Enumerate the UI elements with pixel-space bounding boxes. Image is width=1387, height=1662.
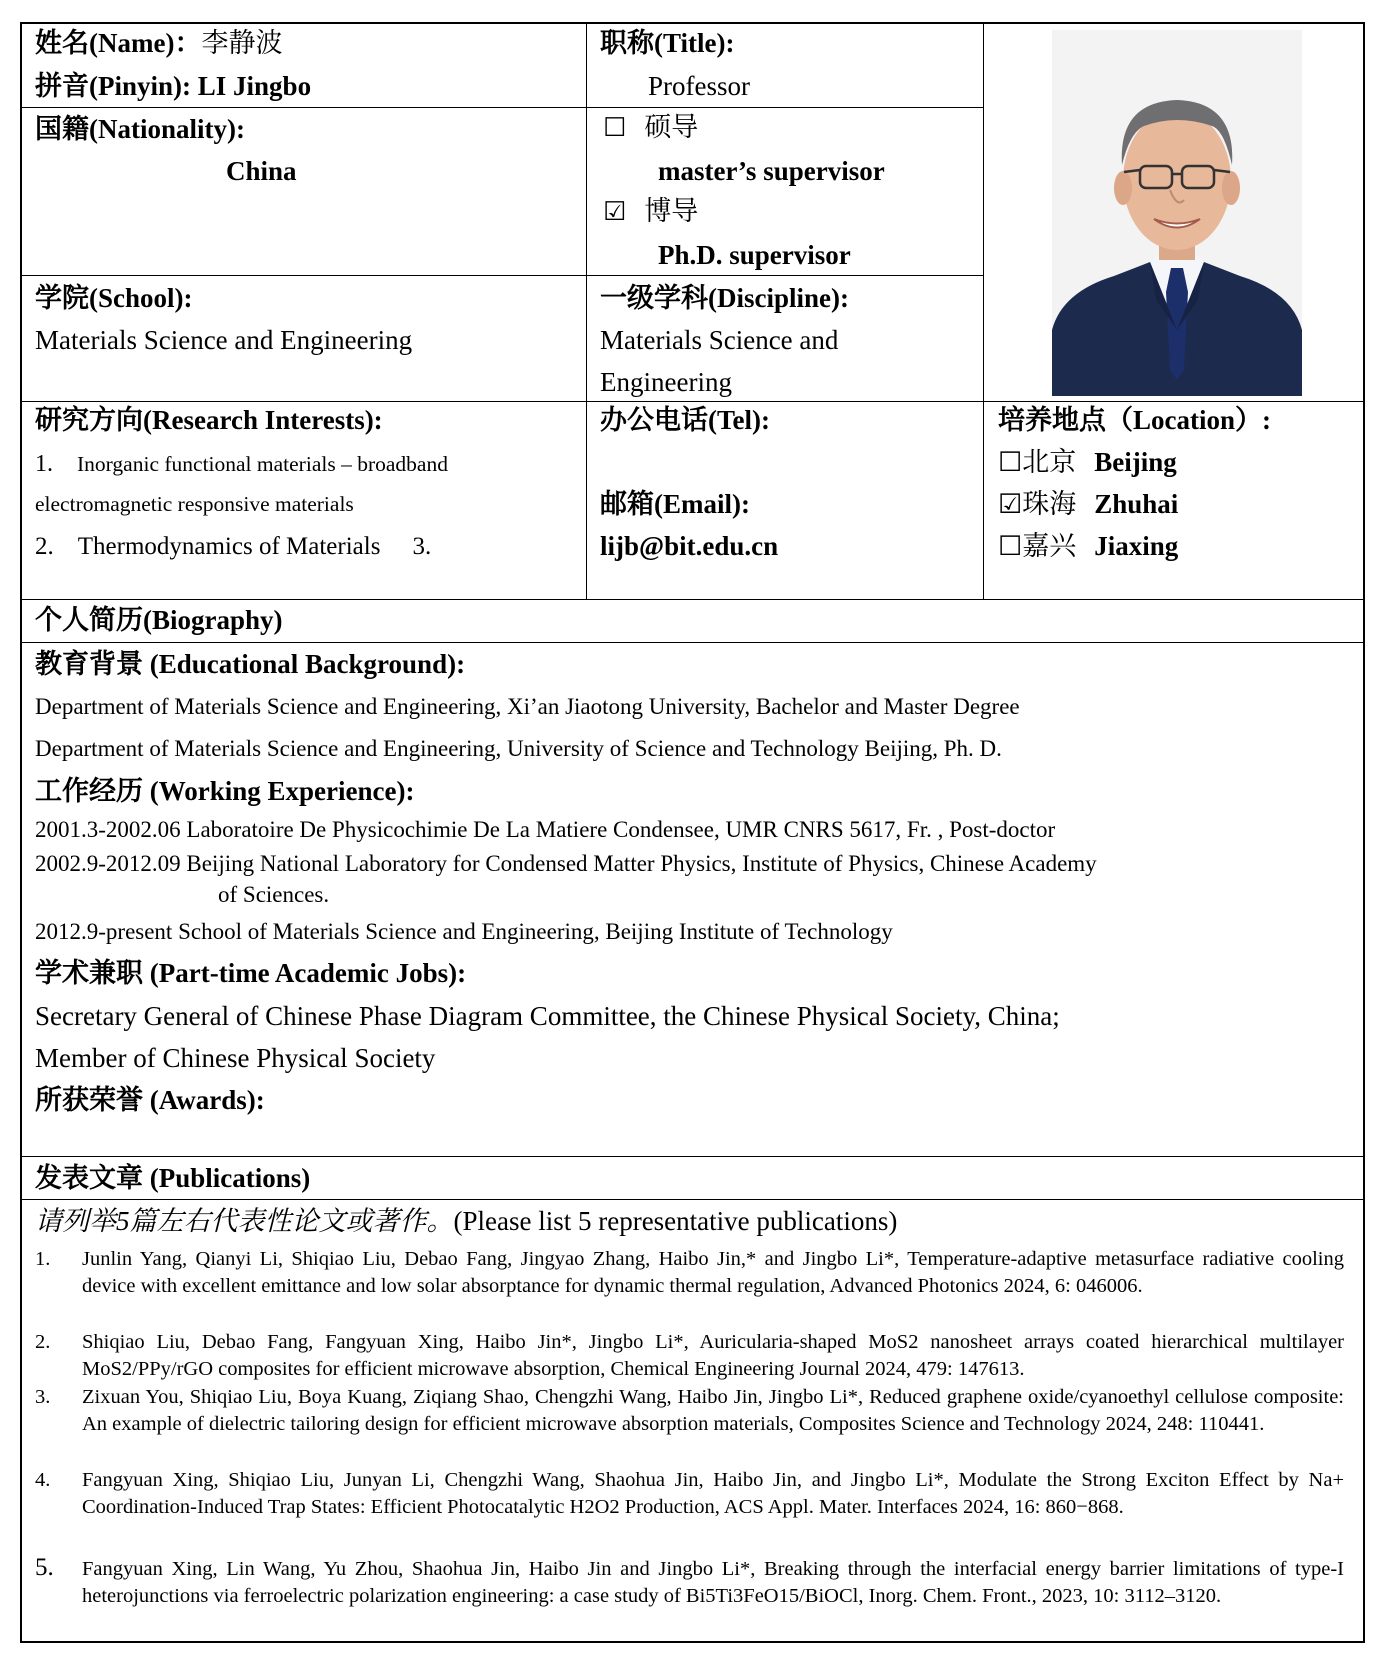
grid-line <box>983 22 984 600</box>
pub-num: 5. <box>35 1554 54 1581</box>
pub-num: 4. <box>35 1469 51 1491</box>
nationality-value: China <box>226 156 297 186</box>
pub-item-2: Shiqiao Liu, Debao Fang, Fangyuan Xing, Haibo Jin*, Jingbo Li*, Auricularia-shaped MoS2 nanosheet arrays coated hierarchical multilayer MoS2/PPy/rGO composites for efficient microwave absorption, Chemical Engineering Journal 2024, 479: 147613. <box>82 1331 1344 1380</box>
research-line3-tail: 3. <box>412 533 432 560</box>
research-label: 研究方向(Research Interests): <box>35 405 383 435</box>
grid-line <box>586 22 587 600</box>
nationality-label: 国籍(Nationality): <box>35 114 245 144</box>
beijing-cn: 北京 <box>1022 447 1077 477</box>
jiaxing-cn: 嘉兴 <box>1022 531 1077 561</box>
pub-item-5: Fangyuan Xing, Lin Wang, Yu Zhou, Shaohua Jin, Haibo Jin and Jingbo Li*, Breaking through the interfacial energy barrier limitations of type-I heterojunctions via ferroelectric polarization engineering: a case study of Bi5Ti3FeO15/BiOCl, Inorg. Chem. Front., 2023, 10: 3112–3120. <box>82 1558 1344 1607</box>
name-value: 李静波 <box>201 28 283 58</box>
grid-line <box>20 1199 1365 1200</box>
grid-line <box>20 1156 1365 1157</box>
name-label: 姓名(Name)： <box>35 28 202 58</box>
name-row <box>35 30 282 57</box>
grid-line <box>20 599 1365 600</box>
work-item-2-line1: 2002.9-2012.09 Beijing National Laboratory for Condensed Matter Physics, Institute of Physics, Chinese Academy <box>35 851 1097 876</box>
beijing-checkbox[interactable]: ☐ <box>998 447 1023 478</box>
parttime-label: 学术兼职 (Part-time Academic Jobs): <box>35 958 467 988</box>
grid-line <box>586 107 984 108</box>
jiaxing-checkbox[interactable]: ☐ <box>998 531 1023 562</box>
location-item-beijing[interactable] <box>998 449 1177 476</box>
work-item-2-line2: of Sciences. <box>218 882 330 907</box>
publications-header: 发表文章 (Publications) <box>35 1163 311 1193</box>
research-line3-text: Thermodynamics of Materials <box>77 533 381 560</box>
grid-line <box>20 107 587 108</box>
pub-num: 1. <box>35 1248 51 1270</box>
zhuhai-cn: 珠海 <box>1022 489 1077 519</box>
tel-label: 办公电话(Tel): <box>600 405 770 435</box>
pub-item-1: Junlin Yang, Qianyi Li, Shiqiao Liu, Debao Fang, Jingyao Zhang, Haibo Jin,* and Jingbo Li*, Temperature-adaptive metasurface radiative cooling device with excellent emittance and low solar absorptance for dynamic thermal regulation, Advanced Photonics 2024, 6: 046006. <box>82 1248 1344 1297</box>
biography-header: 个人简历(Biography) <box>35 605 283 635</box>
phd-en: Ph.D. supervisor <box>658 240 851 270</box>
discipline-value-line2: Engineering <box>600 367 732 397</box>
parttime-line-1: Secretary General of Chinese Phase Diagram Committee, the Chinese Physical Society, China; <box>35 1001 1060 1031</box>
school-value: Materials Science and Engineering <box>35 325 413 355</box>
location-item-jiaxing[interactable] <box>998 533 1178 560</box>
grid-line <box>20 642 1365 643</box>
pinyin-value: LI Jingbo <box>197 71 312 101</box>
research-line1-num: 1. <box>35 451 53 477</box>
instruction-en: (Please list 5 representative publications) <box>453 1206 898 1236</box>
phd-supervisor-option[interactable] <box>603 198 698 225</box>
education-item-2: Department of Materials Science and Engineering, University of Science and Technology Beijing, Ph. D. <box>35 736 1002 761</box>
pub-num: 2. <box>35 1331 51 1353</box>
research-line1-text: Inorganic functional materials – broadband <box>77 452 448 476</box>
email-label: 邮箱(Email): <box>600 489 750 519</box>
pub-num: 3. <box>35 1386 51 1408</box>
masters-checkbox[interactable]: ☐ <box>603 113 627 143</box>
grid-line <box>20 401 1365 402</box>
jiaxing-en: Jiaxing <box>1094 531 1179 561</box>
discipline-value-line1: Materials Science and <box>600 325 839 355</box>
research-line2: electromagnetic responsive materials <box>35 492 354 516</box>
location-label: 培养地点（Location）: <box>998 405 1271 435</box>
grid-line <box>20 275 984 276</box>
school-label: 学院(School): <box>35 283 193 313</box>
work-item-1: 2001.3-2002.06 Laboratoire De Physicochimie De La Matiere Condensee, UMR CNRS 5617, Fr. , Post-doctor <box>35 817 1056 842</box>
publications-instruction <box>35 1208 897 1235</box>
beijing-en: Beijing <box>1094 447 1177 477</box>
masters-supervisor-option[interactable] <box>603 114 698 141</box>
phd-checkbox[interactable]: ☑ <box>603 197 627 227</box>
research-line3-num: 2. <box>35 533 54 560</box>
work-label: 工作经历 (Working Experience): <box>35 776 415 806</box>
awards-label: 所获荣誉 (Awards): <box>35 1085 265 1115</box>
title-label: 职称(Title): <box>600 28 735 58</box>
masters-cn: 硕导 <box>644 112 699 142</box>
research-line1 <box>35 452 448 476</box>
parttime-line-2: Member of Chinese Physical Society <box>35 1043 436 1073</box>
masters-en: master’s supervisor <box>658 156 885 186</box>
discipline-label: 一级学科(Discipline): <box>600 283 849 313</box>
pub-item-4: Fangyuan Xing, Shiqiao Liu, Junyan Li, Chengzhi Wang, Shaohua Jin, Haibo Jin, and Jingbo Li*, Modulate the Strong Exciton Effect by Na+ Coordination-Induced Trap States: Efficient Photocatalytic H2O2 Production, ACS Appl. Mater. Interfaces 2024, 16: 860−868. <box>82 1469 1344 1518</box>
pinyin-row <box>35 73 311 100</box>
work-item-3: 2012.9-present School of Materials Science and Engineering, Beijing Institute of Technology <box>35 919 893 944</box>
instruction-cn: 请列举5篇左右代表性论文或著作。 <box>35 1206 454 1236</box>
pub-item-3: Zixuan You, Shiqiao Liu, Boya Kuang, Ziqiang Shao, Chengzhi Wang, Haibo Jin, Jingbo Li*, Reduced graphene oxide/cyanoethyl cellulose composite: An example of dielectric tailoring design for efficient microwave absorption materials, Composites Science and Technology 2024, 248: 110441. <box>82 1386 1344 1435</box>
portrait-photo <box>1052 30 1302 396</box>
education-label: 教育背景 (Educational Background): <box>35 649 466 679</box>
zhuhai-en: Zhuhai <box>1094 489 1179 519</box>
phd-cn: 博导 <box>644 196 699 226</box>
email-value[interactable]: lijb@bit.edu.cn <box>600 531 779 561</box>
education-item-1: Department of Materials Science and Engineering, Xi’an Jiaotong University, Bachelor and Master Degree <box>35 694 1020 719</box>
pinyin-label: 拼音(Pinyin): <box>35 71 192 101</box>
title-value: Professor <box>648 71 750 101</box>
zhuhai-checkbox[interactable]: ☑ <box>998 489 1023 520</box>
research-line3 <box>35 534 431 559</box>
location-item-zhuhai[interactable] <box>998 491 1178 518</box>
